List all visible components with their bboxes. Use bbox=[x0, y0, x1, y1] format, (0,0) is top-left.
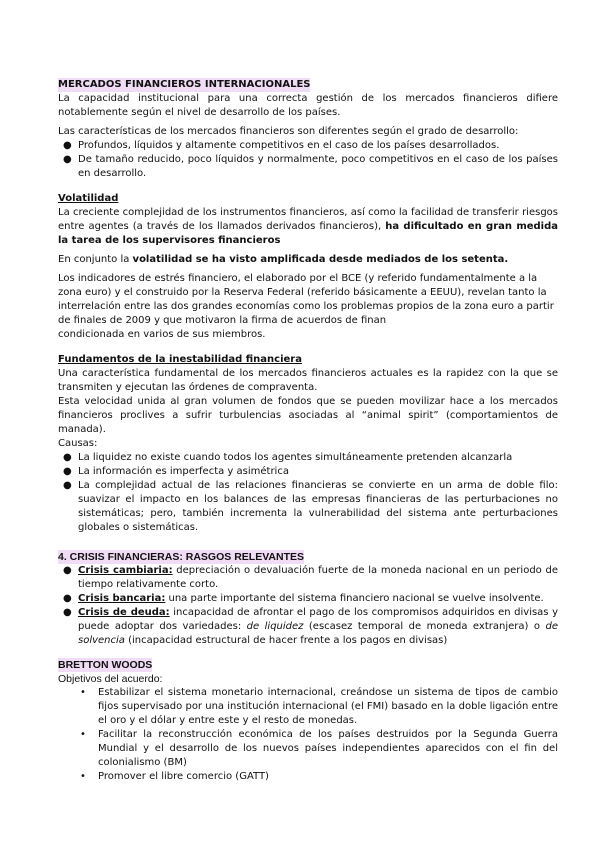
bullet-icon: ● bbox=[63, 565, 72, 576]
paragraph: La capacidad institucional para una correcta gestión de los mercados financieros difiere notablemente según el nivel de desarrollo de los países. bbox=[58, 93, 558, 118]
bullet-icon: ● bbox=[63, 480, 72, 491]
paragraph: La creciente complejidad de los instrumentos financieros, así como la facilidad de transferir riesgos entre agentes (a través de los llamados derivados financieros), ha dificultado en gran medida la tarea de los supervisores financieros bbox=[58, 207, 559, 246]
section-title-crisis: 4. CRISIS FINANCIERAS: RASGOS RELEVANTES bbox=[58, 551, 305, 563]
section-title-fundamentos: Fundamentos de la inestabilidad financiera bbox=[58, 354, 302, 365]
section-title-volatilidad: Volatilidad bbox=[58, 193, 119, 204]
paragraph: Esta velocidad unida al gran volumen de fondos que se pueden movilizar hace a los mercados financieros proclives a sufrir turbulencias asociadas al “animal spirit” (comportamientos de manada). bbox=[58, 396, 558, 435]
bullet-list bbox=[58, 686, 558, 784]
list-item: • Estabilizar el sistema monetario internacional, creándose un sistema de tipos de cambio fijos supervisado por una institución internacional (el FMI) basado en la doble ligación entre el oro y el dólar y entre este y el resto de monedas. bbox=[80, 687, 558, 726]
list-item: ● Profundos, líquidos y altamente competitivos en el caso de los países desarrollados. bbox=[63, 140, 500, 151]
list-item: ● La complejidad actual de las relaciones financieras se convierte en un arma de doble filo: suavizar el impacto en los balances de las empresas financieras de las perturbaciones no sistemáticas; pero, también incrementa la vulnerabilidad del sistema ante perturbaciones globales o sistemáticas. bbox=[63, 480, 558, 533]
paragraph: condicionada en varios de sus miembros. bbox=[58, 329, 266, 340]
section-title-bretton-woods: BRETTON WOODS bbox=[58, 659, 153, 671]
bullet-icon: ● bbox=[63, 593, 72, 604]
paragraph: Una característica fundamental de los mercados financieros actuales es la rapidez con la que se transmiten y ejecutan las órdenes de compraventa. bbox=[58, 368, 558, 393]
paragraph: En conjunto la volatilidad se ha visto amplificada desde mediados de los setenta. bbox=[58, 254, 509, 265]
bullet-icon: ● bbox=[63, 140, 72, 151]
section-title-mercados: MERCADOS FINANCIEROS INTERNACIONALES bbox=[58, 79, 311, 90]
list-item: ● Crisis cambiaria: depreciación o devaluación fuerte de la moneda nacional en un periodo de tiempo relativamente corto. bbox=[63, 565, 558, 590]
document-page bbox=[58, 72, 558, 784]
list-item: ● La liquidez no existe cuando todos los agentes simultáneamente pretenden alcanzarla bbox=[63, 452, 513, 463]
bullet-icon: • bbox=[80, 771, 86, 782]
bullet-list bbox=[58, 564, 558, 648]
list-item: ● Crisis bancaria: una parte importante del sistema financiero nacional se vuelve insolvente. bbox=[63, 593, 544, 604]
bullet-icon: • bbox=[80, 687, 86, 698]
list-item: ● La información es imperfecta y asimétrica bbox=[63, 466, 289, 477]
bullet-list bbox=[58, 139, 558, 181]
list-item: • Promover el libre comercio (GATT) bbox=[80, 771, 269, 782]
bullet-list bbox=[58, 451, 558, 535]
bullet-icon: ● bbox=[63, 466, 72, 477]
bullet-icon: ● bbox=[63, 452, 72, 463]
bullet-icon: ● bbox=[63, 607, 72, 618]
paragraph: Causas: bbox=[58, 438, 98, 449]
paragraph: Los indicadores de estrés financiero, el elaborado por el BCE (y referido fundamentalmente a la zona euro) y el construido por la Reserva Federal (referido básicamente a EEUU), revelan tanto la interrelación entre las dos grandes economías como los problemas propios de la zona euro a partir de finales de 2009 y que motivaron la firma de acuerdos de finan bbox=[58, 273, 554, 326]
bullet-icon: • bbox=[80, 729, 86, 740]
paragraph: Las características de los mercados financieros son diferentes según el grado de desarrollo: bbox=[58, 126, 519, 137]
paragraph: Objetivos del acuerdo: bbox=[58, 673, 163, 685]
bullet-icon: ● bbox=[63, 154, 72, 165]
list-item: ● Crisis de deuda: incapacidad de afrontar el pago de los compromisos adquiridos en divisas y puede adoptar dos variedades: de liquidez (escasez temporal de moneda extranjera) o de solvencia (incapacidad estructural de hacer frente a los pagos en divisas) bbox=[63, 607, 559, 646]
list-item: ● De tamaño reducido, poco líquidos y normalmente, poco competitivos en el caso de los países en desarrollo. bbox=[63, 154, 558, 179]
list-item: • Facilitar la reconstrucción económica de los países destruidos por la Segunda Guerra Mundial y el desarrollo de los nuevos países independientes aparecidos con el fin del colonialismo (BM) bbox=[80, 729, 558, 768]
